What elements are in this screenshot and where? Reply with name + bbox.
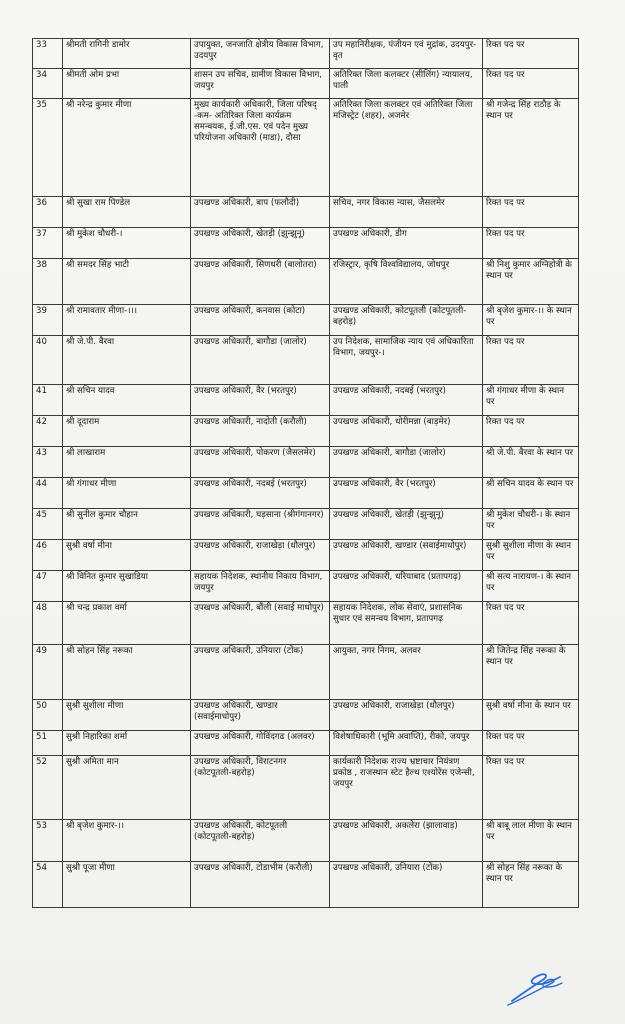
serial-number-cell: 50 [33,700,63,731]
serial-number-cell: 42 [33,416,63,447]
remark-cell: रिक्त पद पर [483,416,579,447]
serial-number-cell: 51 [33,731,63,756]
signature-mark [502,965,564,1007]
table-row [33,259,579,305]
current-posting-cell: शासन उप सचिव, ग्रामीण विकास विभाग, जयपुर [191,69,330,99]
remark-cell: श्री जे.पी. बैरवा के स्थान पर [483,447,579,478]
new-posting-cell: उपखण्ड अधिकारी, खण्डार (सवाईमाधोपुर) [330,540,483,571]
officer-name-cell: सुश्री वर्षा मीना [63,540,191,571]
officer-name-cell: सुश्री पूजा मीणा [63,862,191,908]
new-posting-cell: सहायक निदेशक, लोक सेवाएं, प्रशासनिक सुधार एवं समन्वय विभाग, प्रतापगढ़ [330,602,483,645]
new-posting-cell: उप महानिरीक्षक, पंजीयन एवं मुद्रांक, उदयपुर-वृत [330,39,483,69]
officer-name-cell: श्री सुखा राम पिण्डेल [63,197,191,228]
remark-cell: श्री सोहन सिंह नरूका के स्थान पर [483,862,579,908]
remark-cell: श्री बाबू लाल मीणा के स्थान पर [483,820,579,862]
new-posting-cell: उपखण्ड अधिकारी, वैर (भरतपुर) [330,478,483,509]
officer-name-cell: श्री जे.पी. बैरवा [63,336,191,385]
table-row [33,69,579,99]
transfer-table-body [33,39,579,908]
remark-cell: रिक्त पद पर [483,197,579,228]
serial-number-cell: 43 [33,447,63,478]
officer-name-cell: श्रीमती रागिनी डामोर [63,39,191,69]
new-posting-cell: सचिव, नगर विकास न्यास, जैसलमेर [330,197,483,228]
serial-number-cell: 33 [33,39,63,69]
remark-cell: सुश्री वर्षा मीना के स्थान पर [483,700,579,731]
current-posting-cell: उपखण्ड अधिकारी, बाप (फलौदी) [191,197,330,228]
current-posting-cell: उपखण्ड अधिकारी, खेतड़ी (झुन्झुनू) [191,228,330,259]
new-posting-cell: उपखण्ड अधिकारी, धोरीमन्ना (बाड़मेर) [330,416,483,447]
table-row [33,447,579,478]
remark-cell: रिक्त पद पर [483,336,579,385]
table-row [33,228,579,259]
current-posting-cell: उपखण्ड अधिकारी, राजाखेड़ा (धौलपुर) [191,540,330,571]
remark-cell: रिक्त पद पर [483,602,579,645]
serial-number-cell: 36 [33,197,63,228]
table-row [33,39,579,69]
serial-number-cell: 35 [33,99,63,197]
transfer-table [32,38,579,908]
remark-cell: श्री गंगाधर मीणा के स्थान पर [483,385,579,416]
table-row [33,820,579,862]
table-row [33,478,579,509]
table-row [33,862,579,908]
current-posting-cell: उपखण्ड अधिकारी, सिणधरी (बालोतरा) [191,259,330,305]
serial-number-cell: 38 [33,259,63,305]
serial-number-cell: 37 [33,228,63,259]
table-row [33,540,579,571]
current-posting-cell: उपखण्ड अधिकारी, बौंली (सवाई माधोपुर) [191,602,330,645]
remark-cell: श्री निशु कुमार अग्निहोत्री के स्थान पर [483,259,579,305]
serial-number-cell: 41 [33,385,63,416]
remark-cell: रिक्त पद पर [483,756,579,820]
serial-number-cell: 45 [33,509,63,540]
officer-name-cell: श्री बृजेश कुमार-।। [63,820,191,862]
remark-cell: श्री सत्य नारायण-। के स्थान पर [483,571,579,602]
officer-name-cell: श्री लाखाराम [63,447,191,478]
new-posting-cell: रजिस्ट्रार, कृषि विश्वविद्यालय, जोधपुर [330,259,483,305]
current-posting-cell: उपखण्ड अधिकारी, वैर (भरतपुर) [191,385,330,416]
serial-number-cell: 47 [33,571,63,602]
remark-cell: रिक्त पद पर [483,731,579,756]
remark-cell: श्री गजेन्द्र सिंह राठौड़ के स्थान पर [483,99,579,197]
new-posting-cell: उपखण्ड अधिकारी, खेतड़ी (झुन्झुनू) [330,509,483,540]
table-row [33,700,579,731]
remark-cell: रिक्त पद पर [483,69,579,99]
table-row [33,416,579,447]
remark-cell: रिक्त पद पर [483,39,579,69]
table-row [33,571,579,602]
table-row [33,99,579,197]
current-posting-cell: उपखण्ड अधिकारी, नदबई (भरतपुर) [191,478,330,509]
new-posting-cell: आयुक्त, नगर निगम, अलवर [330,645,483,700]
current-posting-cell: उपखण्ड अधिकारी, कोटपूतली (कोटपूतली-बहरोड़) [191,820,330,862]
officer-name-cell: सुश्री अमिता मान [63,756,191,820]
serial-number-cell: 54 [33,862,63,908]
officer-name-cell: श्रीमती ओम प्रभा [63,69,191,99]
officer-name-cell: सुश्री निहारिका शर्मा [63,731,191,756]
officer-name-cell: श्री गंगाधर मीणा [63,478,191,509]
current-posting-cell: उपखण्ड अधिकारी, विराटनगर (कोटपूतली-बहरोड़) [191,756,330,820]
new-posting-cell: विशेषाधिकारी (भूमि अवाप्ति), रीको, जयपुर [330,731,483,756]
officer-name-cell: श्री चन्द्र प्रकाश वर्मा [63,602,191,645]
serial-number-cell: 40 [33,336,63,385]
officer-name-cell: श्री रामावतार मीणा-।।। [63,305,191,336]
current-posting-cell: उपखण्ड अधिकारी, उनियारा (टोंक) [191,645,330,700]
table-row [33,336,579,385]
new-posting-cell: उपखण्ड अधिकारी, राजाखेड़ा (धौलपुर) [330,700,483,731]
table-row [33,731,579,756]
new-posting-cell: उपखण्ड अधिकारी, अकलेरा (झालावाड़) [330,820,483,862]
remark-cell: श्री जितेन्द्र सिंह नरूका के स्थान पर [483,645,579,700]
new-posting-cell: अतिरिक्त जिला कलक्टर (सीलिंग) न्यायालय, पाली [330,69,483,99]
current-posting-cell: मुख्य कार्यकारी अधिकारी, जिला परिषद् -कम- अतिरिक्त जिला कार्यक्रम समन्वयक, ई.जी.एस. एवं पदेन मुख्य परियोजना अधिकारी (माडा), दौसा [191,99,330,197]
officer-name-cell: श्री समदर सिंह भाटी [63,259,191,305]
current-posting-cell: उपखण्ड अधिकारी, घड़साना (श्रीगंगानगर) [191,509,330,540]
officer-name-cell: श्री सोहन सिंह नरूका [63,645,191,700]
table-row [33,602,579,645]
remark-cell: श्री बृजेश कुमार-।। के स्थान पर [483,305,579,336]
officer-name-cell: श्री सचिन यादव [63,385,191,416]
serial-number-cell: 49 [33,645,63,700]
serial-number-cell: 48 [33,602,63,645]
new-posting-cell: उपखण्ड अधिकारी, धरियाबाद (प्रतापगढ़) [330,571,483,602]
new-posting-cell: उपखण्ड अधिकारी, डीग [330,228,483,259]
table-row [33,197,579,228]
remark-cell: श्री मुकेश चौधरी-। के स्थान पर [483,509,579,540]
officer-name-cell: श्री मुकेश चौधरी-। [63,228,191,259]
officer-name-cell: श्री दूदाराम [63,416,191,447]
officer-name-cell: श्री सुनील कुमार चौहान [63,509,191,540]
current-posting-cell: उपखण्ड अधिकारी, गोविंदगढ (अलवर) [191,731,330,756]
current-posting-cell: उपायुक्त, जनजाति क्षेत्रीय विकास विभाग, उदयपुर [191,39,330,69]
current-posting-cell: उपखण्ड अधिकारी, पोकरण (जैसलमेर) [191,447,330,478]
new-posting-cell: उपखण्ड अधिकारी, बागौडा (जालोर) [330,447,483,478]
new-posting-cell: उपखण्ड अधिकारी, नदबई (भरतपुर) [330,385,483,416]
remark-cell: श्री सचिन यादव के स्थान पर [483,478,579,509]
current-posting-cell: उपखण्ड अधिकारी, टोडाभीम (करौली) [191,862,330,908]
new-posting-cell: उप निदेशक, सामाजिक न्याय एवं अधिकारिता विभाग, जयपुर-। [330,336,483,385]
table-row [33,509,579,540]
new-posting-cell: उपखण्ड अधिकारी, उनियारा (टोंक) [330,862,483,908]
current-posting-cell: सहायक निदेशक, स्थानीय निकाय विभाग, जयपुर [191,571,330,602]
new-posting-cell: अतिरिक्त जिला कलक्टर एवं अतिरिक्त जिला मजिस्ट्रेट (शहर), अजमेर [330,99,483,197]
current-posting-cell: उपखण्ड अधिकारी, बागौडा (जालोर) [191,336,330,385]
serial-number-cell: 44 [33,478,63,509]
table-row [33,305,579,336]
current-posting-cell: उपखण्ड अधिकारी, कनवास (कोटा) [191,305,330,336]
officer-name-cell: श्री विनित कुमार सुखाडिया [63,571,191,602]
serial-number-cell: 52 [33,756,63,820]
table-row [33,756,579,820]
remark-cell: रिक्त पद पर [483,228,579,259]
officer-name-cell: श्री नरेन्द्र कुमार मीणा [63,99,191,197]
serial-number-cell: 46 [33,540,63,571]
table-row [33,645,579,700]
serial-number-cell: 39 [33,305,63,336]
new-posting-cell: कार्यकारी निदेशक राज्य भ्रष्टाचार नियंत्रण प्रकोष्ठ , राजस्थान स्टेट हैल्थ एश्योरेंस एजेन्सी, जयपुर [330,756,483,820]
officer-name-cell: सुश्री सुशीला मीणा [63,700,191,731]
remark-cell: सुश्री सुशीला मीणा के स्थान पर [483,540,579,571]
table-row [33,385,579,416]
current-posting-cell: उपखण्ड अधिकारी, खण्डार (सवाईमाधोपुर) [191,700,330,731]
current-posting-cell: उपखण्ड अधिकारी, नादोती (करौली) [191,416,330,447]
serial-number-cell: 53 [33,820,63,862]
new-posting-cell: उपखण्ड अधिकारी, कोटपूतली (कोटपूतली-बहरोड़) [330,305,483,336]
serial-number-cell: 34 [33,69,63,99]
